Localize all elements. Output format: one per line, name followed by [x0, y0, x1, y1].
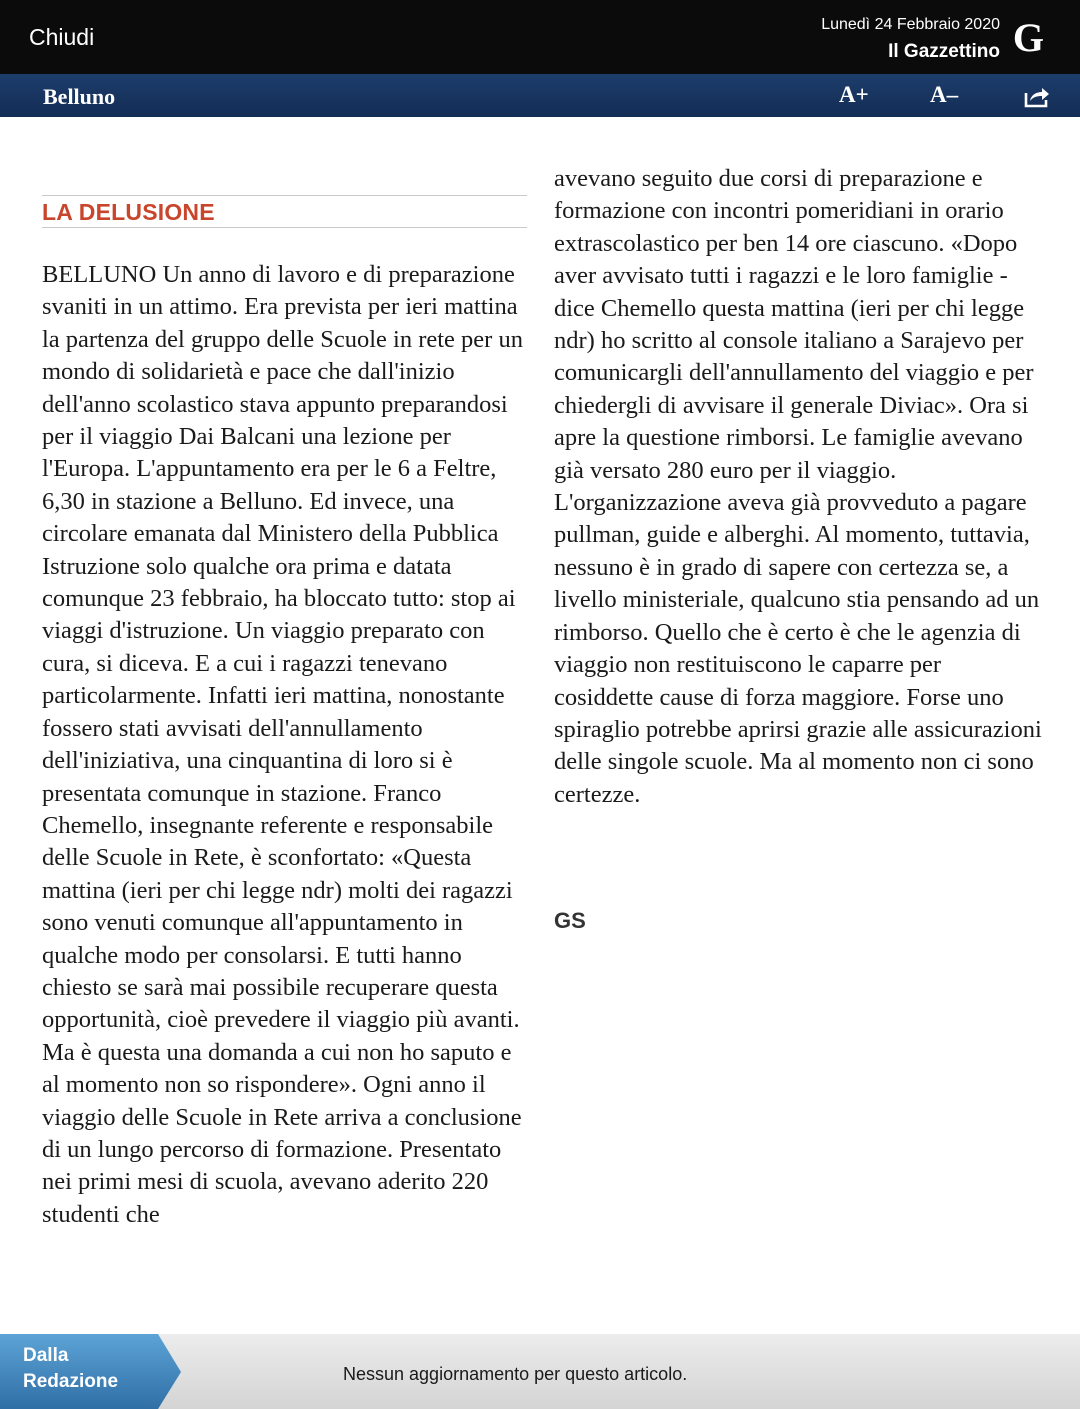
article-byline: GS	[554, 908, 586, 933]
article-body-right: avevano seguito due corsi di preparazione e formazione con incontri pomeridiani in orario extrascolastico per ben 14 ore ciascuno. «Dopo aver avvisato tutti i ragazzi e le loro famiglie - dice Chemello questa mattina (ieri per chi legge ndr) ho scritto al console italiano a Sarajevo per comunicargli dell'annullamento del viaggio e per chiedergli di avvisare il generale Diviac». Ora si apre la questione rimborsi. Le famiglie avevano già versato 280 euro per il viaggio. L'organizzazione aveva già provveduto a pagare pullman, guide e alberghi. Al momento, tuttavia, nessuno è in grado di sapere con certezza se, a livello ministeriale, qualcuno stia pensando ad un rimborso. Quello che è certo è che le agenzia di viaggio non restituiscono le caparre per cosiddette cause di forza maggiore. Forse uno spiraglio potrebbe aprirsi grazie alle assicurazioni delle singole scuole. Ma al momento non ci sono certezze.	[554, 165, 1042, 808]
font-increase-button[interactable]: A+	[839, 82, 869, 107]
update-status: Nessun aggiornamento per questo articolo.	[343, 1364, 688, 1384]
article-body-left: BELLUNO Un anno di lavoro e di preparazione svaniti in un attimo. Era prevista per ieri mattina la partenza del gruppo delle Scuole in rete per un mondo di solidarietà e pace che dall'inizio dell'anno scolastico stava appunto preparandosi per il viaggio Dai Balcani una lezione per l'Europa. L'appuntamento era per le 6 a Feltre, 6,30 in stazione a Belluno. Ed invece, una circolare emanata dal Ministero della Pubblica Istruzione solo qualche ora prima e datata comunque 23 febbraio, ha bloccato tutto: stop ai viaggi d'istruzione. Un viaggio preparato con cura, si diceva. E a cui i ragazzi tenevano particolarmente. Infatti ieri mattina, nonostante fossero stati avvisati dell'annullamento dell'iniziativa, una cinquantina di loro si è presentata comunque in stazione. Franco Chemello, insegnante referente e responsabile delle Scuole in Rete, è sconfortato: «Questa mattina (ieri per chi legge ndr) molti dei ragazzi sono venuti comunque all'appuntamento in qualche modo per consolarsi. E tutti hanno chiesto se sarà mai possibile recuperare questa opportunità, cioè prevedere il viaggio più avanti. Ma è questa una domanda a cui non ho saputo e al momento non so rispondere». Ogni anno il viaggio delle Scuole in Rete arriva a conclusione di un lungo percorso di formazione. Presentato nei primi mesi di scuola, avevano aderito 220 studenti che	[42, 261, 523, 1228]
kicker-rule	[42, 195, 527, 228]
issue-date: Lunedì 24 Febbraio 2020	[821, 16, 1000, 33]
publication-name: Il Gazzettino	[888, 41, 1000, 62]
section-bar	[0, 74, 1080, 117]
article-column-right	[554, 163, 1044, 811]
tab-label-line2: Redazione	[23, 1371, 119, 1392]
dalla-redazione-tab[interactable]	[0, 1334, 182, 1409]
top-header	[0, 0, 1080, 74]
close-button[interactable]: Chiudi	[29, 24, 95, 50]
tab-label-line1: Dalla	[23, 1345, 69, 1366]
masthead	[821, 15, 1000, 65]
section-title: Belluno	[43, 84, 116, 109]
bottom-bar	[0, 1334, 1080, 1409]
article-column-left	[42, 259, 528, 1231]
share-icon[interactable]	[1024, 86, 1050, 108]
font-decrease-button[interactable]: A–	[930, 82, 959, 107]
article-kicker: LA DELUSIONE	[42, 199, 215, 225]
gazzettino-logo-icon: G	[1012, 15, 1044, 60]
tab-label	[23, 1343, 163, 1395]
